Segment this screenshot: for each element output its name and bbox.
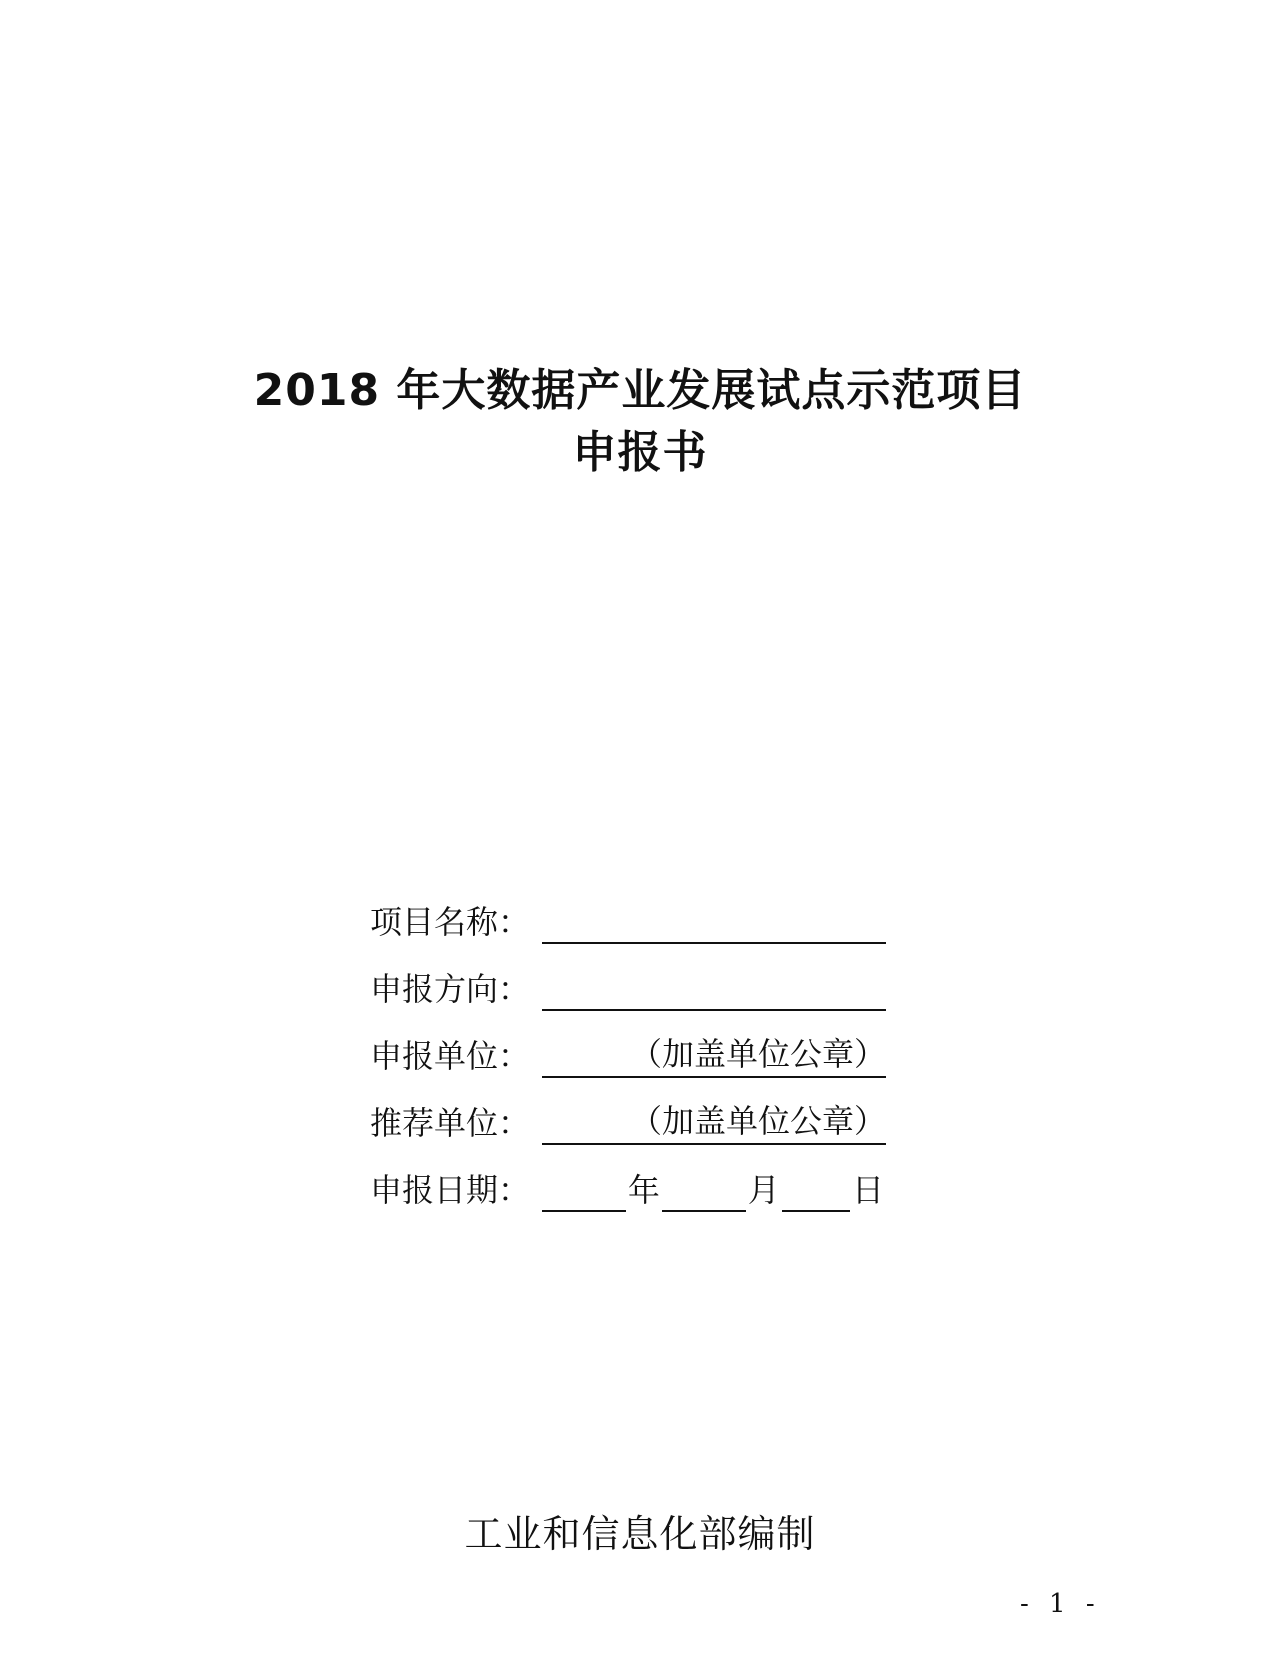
direction-field (542, 967, 886, 1011)
form-row-recommender (370, 1101, 890, 1168)
month-blank (662, 1168, 746, 1212)
page-number: - 1 - (1020, 1589, 1101, 1619)
applicant-seal-hint: （加盖单位公章） (629, 1035, 886, 1073)
form-row-direction (370, 967, 890, 1034)
cover-form (370, 900, 890, 1235)
month-unit: 月 (747, 1171, 780, 1209)
date-label: 申报日期： (370, 1171, 531, 1209)
title-block (0, 360, 1280, 484)
recommender-seal-hint: （加盖单位公章） (629, 1102, 886, 1140)
year-blank (542, 1168, 626, 1212)
applicant-field (542, 1034, 886, 1078)
project-name-label: 项目名称： (370, 903, 531, 941)
compiler-footer: 工业和信息化部编制 (464, 1512, 816, 1556)
date-field (542, 1168, 886, 1212)
document-title: 2018 年大数据产业发展试点示范项目 (253, 365, 1027, 416)
form-row-date (370, 1168, 890, 1235)
project-name-field (542, 900, 886, 944)
day-blank (782, 1168, 850, 1212)
direction-label: 申报方向： (370, 970, 531, 1008)
recommender-field (542, 1101, 886, 1145)
year-unit: 年 (627, 1171, 660, 1209)
form-row-applicant (370, 1034, 890, 1101)
form-row-project-name (370, 900, 890, 967)
applicant-label: 申报单位： (370, 1037, 531, 1075)
day-unit: 日 (851, 1171, 884, 1209)
document-subtitle: 申报书 (572, 427, 708, 478)
recommender-label: 推荐单位： (370, 1104, 531, 1142)
